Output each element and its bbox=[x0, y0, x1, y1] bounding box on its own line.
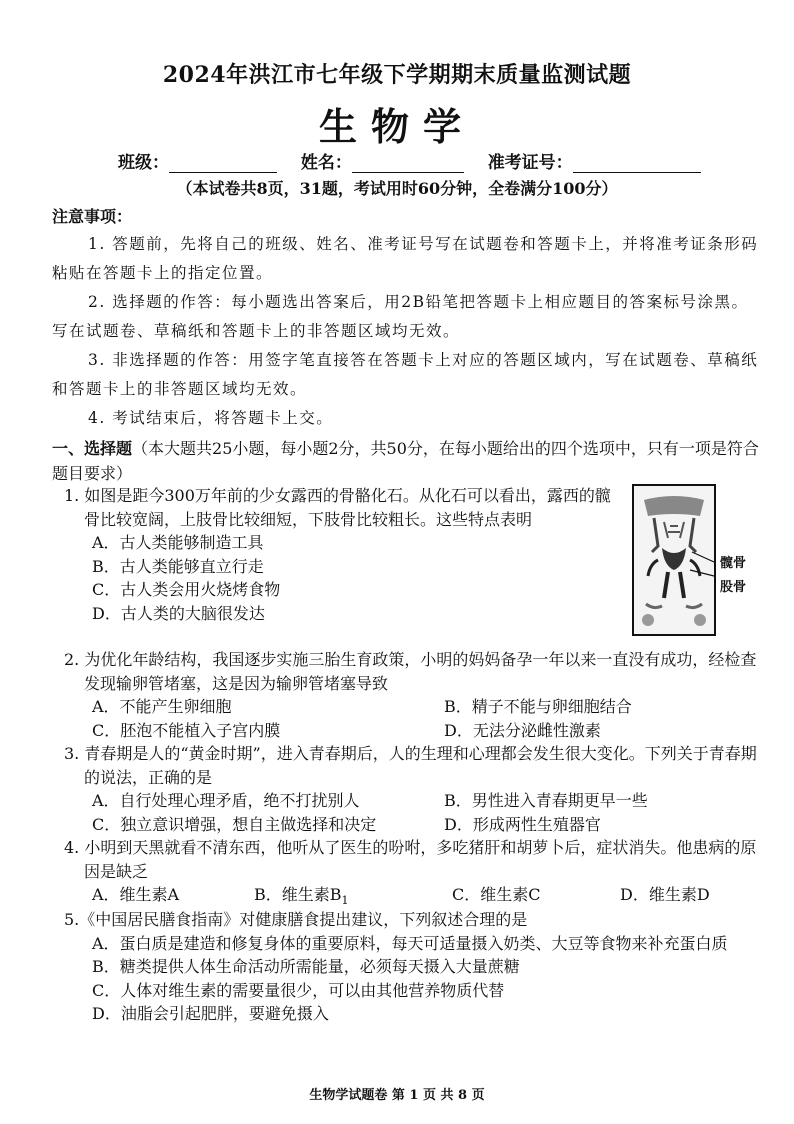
question-1 bbox=[64, 484, 624, 625]
notice-heading: 注意事项： bbox=[52, 207, 133, 226]
notice-item: 4. 考试结束后，将答题卡上交。 bbox=[88, 409, 334, 427]
option-a: A．不能产生卵细胞 bbox=[92, 697, 232, 716]
option-c: C．古人类会用火烧烤食物 bbox=[92, 580, 281, 599]
option-c: C．维生素C bbox=[452, 885, 541, 904]
question-stem: 4. 小明到天黑就看不清东西，他听从了医生的吩咐，多吃猪肝和胡萝卜后，症状消失。他患病的原因是缺乏 bbox=[64, 838, 757, 881]
fossil-skeleton-image bbox=[634, 486, 714, 634]
option-b: B．糖类提供人体生命活动所需能量，必须每天摄入大量蔗糖 bbox=[92, 957, 520, 976]
option-a: A．古人类能够制造工具 bbox=[92, 533, 264, 552]
option-b-subscript: 1 bbox=[341, 894, 349, 908]
question-stem: 5.《中国居民膳食指南》对健康膳食提出建议，下列叙述合理的是 bbox=[64, 910, 528, 929]
option-b: B．古人类能够直立行走 bbox=[92, 556, 264, 576]
option-c: C．人体对维生素的需要量很少，可以由其他营养物质代替 bbox=[92, 980, 505, 1000]
question-4 bbox=[64, 836, 764, 913]
section-desc: （本大题共25小题，每小题2分，共50分，在每小题给出的四个选项中，只有一项是符合题目要求） bbox=[52, 439, 759, 483]
name-label: 姓名： bbox=[300, 153, 352, 173]
question-stem: 1. 如图是距今300万年前的少女露西的骨骼化石。从化石可以看出，露西的髋骨比较宽阔，上肢骨比较细短，下肢骨比较粗长。这些特点表明 bbox=[64, 486, 611, 529]
page-footer: 生物学试题卷 第 1 页 共 8 页 bbox=[309, 1088, 485, 1103]
exam-note: （本试卷共8页，31题，考试用时60分钟，全卷满分100分） bbox=[176, 179, 618, 198]
exam-title: 2024年洪江市七年级下学期期末质量监测试题 bbox=[162, 62, 632, 88]
option-row bbox=[64, 813, 764, 837]
hip-bone-label: 髋骨 bbox=[720, 556, 747, 571]
subject-title: 生物学 bbox=[318, 104, 475, 149]
question-stem: 3. 青春期是人的“黄金时期”，进入青春期后，人的生理和心理都会发生很大变化。下列关于青春期的说法，正确的是 bbox=[64, 744, 757, 787]
option-b: B．男性进入青春期更早一些 bbox=[444, 791, 648, 810]
option-a: A．自行处理心理矛盾，绝不打扰别人 bbox=[92, 791, 360, 810]
option-b: B．维生素B bbox=[254, 885, 342, 904]
option-b: B．精子不能与卵细胞结合 bbox=[444, 697, 632, 716]
option-c: C．胚泡不能植入子宫内膜 bbox=[92, 720, 281, 740]
option-a: A．蛋白质是建造和修复身体的重要原料，每天可适量摄入奶类、大豆等食物来补充蛋白质 bbox=[92, 933, 728, 953]
option-d: D．维生素D bbox=[620, 885, 710, 904]
section-lead: 一、选择题 bbox=[52, 439, 133, 458]
notice-item: 2. 选择题的作答：每小题选出答案后，用2B铅笔把答题卡上相应题目的答案标号涂黑。写在试题卷、草稿纸和答题卡上的非答题区域均无效。 bbox=[52, 293, 749, 340]
question-2 bbox=[64, 648, 764, 742]
option-row bbox=[64, 719, 764, 743]
exam-no-label: 准考证号： bbox=[487, 153, 573, 173]
notice-list bbox=[52, 230, 764, 433]
option-c: C．独立意识增强，想自主做选择和决定 bbox=[92, 814, 377, 834]
notice-item: 3. 非选择题的作答：用签字笔直接答在答题卡上对应的答题区域内，写在试题卷、草稿纸和答题卡上的非答题区域均无效。 bbox=[52, 351, 759, 398]
notice-item: 1. 答题前，先将自己的班级、姓名、准考证号写在试题卷和答题卡上，并将准考证条形码粘贴在答题卡上的指定位置。 bbox=[52, 235, 759, 282]
name-blank bbox=[352, 157, 464, 173]
option-d: D．无法分泌雌性激素 bbox=[444, 720, 601, 740]
option-d: D．油脂会引起肥胖，要避免摄入 bbox=[92, 1004, 329, 1023]
class-blank bbox=[169, 157, 277, 173]
lucy-fossil-figure bbox=[632, 484, 716, 636]
question-5 bbox=[64, 908, 764, 1026]
student-info-line bbox=[118, 148, 701, 173]
class-label: 班级： bbox=[118, 153, 169, 173]
section-heading bbox=[52, 436, 764, 486]
option-row bbox=[64, 695, 764, 719]
femur-label: 股骨 bbox=[720, 580, 747, 595]
question-stem: 2. 为优化年龄结构，我国逐步实施三胎生育政策，小明的妈妈备孕一年以来一直没有成功，经检查发现输卵管堵塞，这是因为输卵管堵塞导致 bbox=[64, 650, 757, 693]
option-d: D．形成两性生殖器官 bbox=[444, 814, 601, 834]
option-a: A．维生素A bbox=[92, 885, 180, 904]
question-3 bbox=[64, 742, 764, 836]
option-row bbox=[64, 789, 764, 813]
exam-no-blank bbox=[573, 157, 701, 173]
option-d: D．古人类的大脑很发达 bbox=[92, 603, 265, 623]
